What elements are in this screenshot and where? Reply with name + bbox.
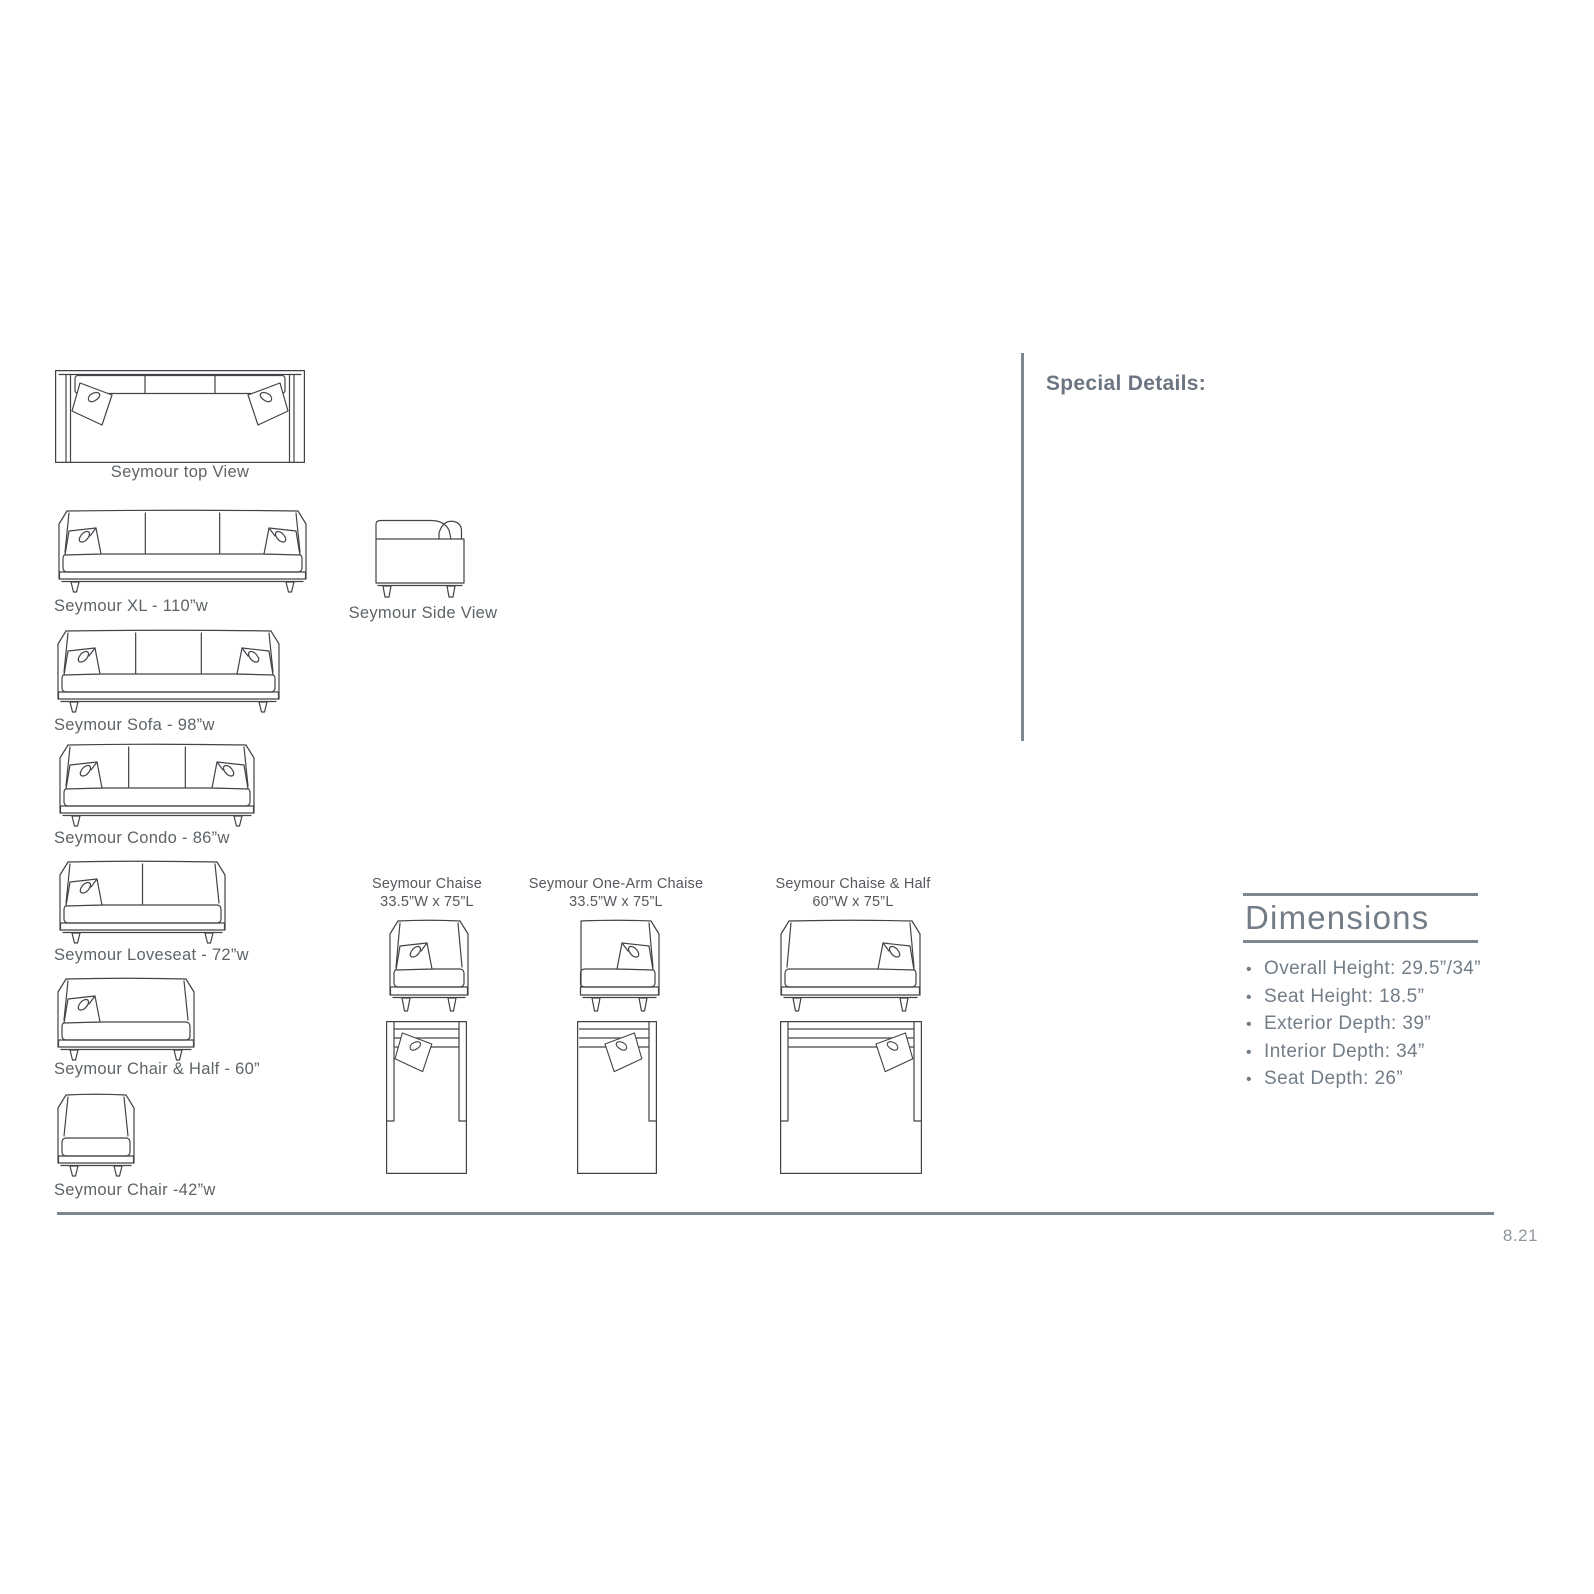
seymour-chair-drawing — [55, 1092, 137, 1178]
page-number: 8.21 — [1502, 1226, 1538, 1245]
seymour-sofa-drawing — [55, 628, 282, 714]
dimension-item — [1242, 1039, 1587, 1067]
special-details-heading: Special Details: — [1046, 372, 1207, 395]
one-arm-chaise-size: 33.5”W x 75”L — [569, 893, 663, 910]
dimension-text: Exterior Depth: 39” — [1264, 1013, 1432, 1034]
dimension-text: Seat Depth: 26” — [1264, 1068, 1404, 1089]
seymour-chaise-half-top-drawing — [780, 1021, 922, 1174]
bullet-icon: • — [1246, 988, 1253, 1006]
seymour-chaise-top-drawing — [386, 1021, 467, 1174]
dimensions-list — [1242, 956, 1587, 1094]
chaise-half-name: Seymour Chaise & Half — [775, 876, 931, 892]
seymour-chair-label: Seymour Chair -42”w — [54, 1181, 216, 1199]
dimension-item — [1242, 984, 1587, 1012]
dimension-item — [1242, 956, 1587, 984]
dimension-text: Seat Height: 18.5” — [1264, 985, 1425, 1007]
seymour-xl-drawing — [56, 508, 309, 594]
dimension-item — [1242, 1066, 1587, 1094]
seymour-side-view-label: Seymour Side View — [348, 604, 498, 622]
dimension-item — [1242, 1011, 1587, 1039]
chaise-size: 33.5”W x 75”L — [380, 893, 474, 910]
chaise-half-title-block — [743, 876, 963, 911]
dimensions-rule-top — [1243, 893, 1478, 896]
seymour-top-view-label: Seymour top View — [110, 463, 250, 481]
seymour-one-arm-chaise-front-drawing — [577, 919, 662, 1014]
bullet-icon: • — [1246, 1071, 1253, 1088]
bullet-icon: • — [1246, 1016, 1253, 1033]
footer-rule — [57, 1212, 1494, 1215]
dimensions-heading: Dimensions — [1245, 899, 1430, 936]
dimensions-rule-bottom — [1243, 940, 1478, 943]
chaise-title-block — [347, 876, 507, 911]
chaise-half-size: 60”W x 75”L — [812, 893, 894, 910]
seymour-loveseat-label: Seymour Loveseat - 72”w — [54, 946, 249, 964]
seymour-top-view-drawing — [55, 370, 305, 463]
chaise-name: Seymour Chaise — [372, 876, 482, 892]
bullet-icon: • — [1246, 1043, 1253, 1061]
dimension-text: Overall Height: 29.5”/34” — [1264, 958, 1482, 979]
seymour-sofa-label: Seymour Sofa - 98”w — [54, 716, 215, 734]
seymour-loveseat-drawing — [57, 859, 228, 945]
seymour-chaise-half-front-drawing — [778, 919, 923, 1014]
bullet-icon: • — [1246, 961, 1253, 978]
one-arm-chaise-title-block — [506, 876, 726, 911]
seymour-condo-drawing — [57, 742, 257, 828]
special-details-divider — [1021, 353, 1024, 741]
seymour-xl-label: Seymour XL - 110”w — [54, 597, 208, 615]
seymour-chair-half-label: Seymour Chair & Half - 60” — [54, 1060, 260, 1078]
seymour-one-arm-chaise-top-drawing — [577, 1021, 657, 1174]
seymour-condo-label: Seymour Condo - 86”w — [54, 829, 230, 847]
one-arm-chaise-name: Seymour One-Arm Chaise — [528, 876, 704, 892]
dimension-text: Interior Depth: 34” — [1264, 1040, 1425, 1062]
seymour-side-view-drawing — [373, 513, 468, 597]
seymour-chair-half-drawing — [55, 976, 197, 1062]
seymour-chaise-front-drawing — [387, 919, 471, 1014]
